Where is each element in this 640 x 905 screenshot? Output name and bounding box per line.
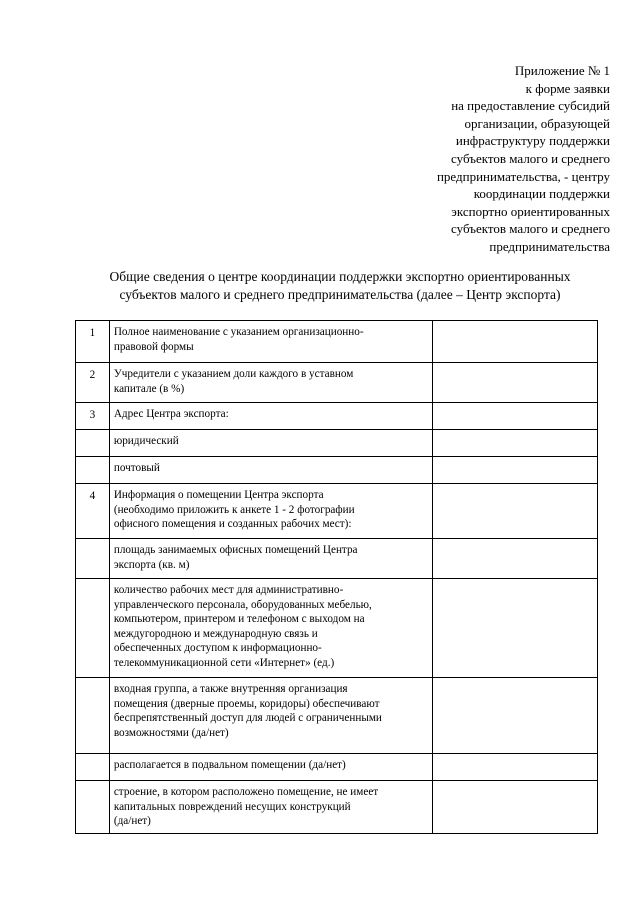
row-description-line: капитале (в %)	[113, 382, 185, 395]
row-value-field[interactable]	[432, 678, 597, 754]
table-row	[76, 430, 598, 457]
row-number: 3	[76, 403, 110, 430]
row-description	[109, 363, 432, 403]
row-description-line: правовой формы	[113, 340, 194, 353]
row-description	[109, 484, 432, 539]
row-value-field[interactable]	[432, 754, 597, 781]
row-number	[76, 754, 110, 781]
row-description-line: беспрепятственный доступ для людей с ограниченными	[113, 712, 382, 725]
document-title-line: Общие сведения о центре координации поддержки экспортно ориентированных	[109, 269, 571, 284]
table-row	[76, 579, 598, 678]
row-value-field[interactable]	[432, 403, 597, 430]
row-description-line: телекоммуникационной сети «Интернет» (ед.)	[113, 656, 335, 669]
row-description-line: располагается в подвальном помещении (да/нет)	[113, 759, 346, 771]
row-description-line: строение, в котором расположено помещение, не имеет	[113, 786, 379, 798]
row-description-line: (да/нет)	[113, 815, 151, 828]
row-description-line: Полное наименование с указанием организационно-	[113, 326, 364, 338]
table-row	[76, 321, 598, 363]
document-title	[60, 268, 620, 304]
row-description-line: почтовый	[113, 462, 160, 474]
row-number	[76, 678, 110, 754]
row-number	[76, 579, 110, 678]
table-row	[76, 403, 598, 430]
row-number	[76, 781, 110, 834]
row-value-field[interactable]	[432, 321, 597, 363]
row-number: 1	[76, 321, 110, 363]
table-row	[76, 363, 598, 403]
row-description	[109, 321, 432, 363]
row-description-line: (необходимо приложить к анкете 1 - 2 фотографии	[113, 503, 355, 516]
row-description	[109, 430, 432, 457]
row-value-field[interactable]	[432, 484, 597, 539]
row-description-line: экспорта (кв. м)	[113, 558, 190, 571]
table-row	[76, 539, 598, 579]
row-value-field[interactable]	[432, 430, 597, 457]
row-value-field[interactable]	[432, 579, 597, 678]
appendix-line: экспортно ориентированных	[451, 203, 610, 219]
appendix-line: субъектов малого и среднего	[451, 221, 610, 237]
appendix-line: координации поддержки	[473, 186, 610, 202]
row-description	[109, 678, 432, 754]
row-description-line: возможностями (да/нет)	[113, 726, 229, 739]
row-description-line: капитальных повреждений несущих конструкций	[113, 800, 351, 813]
row-number: 4	[76, 484, 110, 539]
row-description	[109, 754, 432, 781]
table-row	[76, 484, 598, 539]
row-description-line: входная группа, а также внутренняя организация	[113, 683, 348, 695]
table-row	[76, 457, 598, 484]
appendix-line: на предоставление субсидий	[451, 98, 610, 114]
row-description-line: площадь занимаемых офисных помещений Центра	[113, 544, 358, 556]
row-number	[76, 430, 110, 457]
row-description-line: помещения (дверные проемы, коридоры) обеспечивают	[113, 697, 380, 710]
row-value-field[interactable]	[432, 363, 597, 403]
appendix-line: организации, образующей	[464, 115, 610, 131]
info-table-body	[76, 321, 598, 834]
row-description-line: обеспеченных доступом к информационно-	[113, 642, 322, 655]
document-title-line: субъектов малого и среднего предпринимательства (далее – Центр экспорта)	[119, 287, 561, 302]
appendix-line: предпринимательства, - центру	[436, 168, 610, 184]
info-table	[75, 320, 598, 834]
appendix-line: к форме заявки	[525, 80, 610, 96]
row-description-line: офисного помещения и созданных рабочих мест):	[113, 518, 352, 531]
row-number	[76, 457, 110, 484]
row-description-line: компьютером, принтером и телефоном с выходом на	[113, 613, 365, 626]
table-row	[76, 754, 598, 781]
appendix-line: предпринимательства	[489, 238, 610, 254]
row-number: 2	[76, 363, 110, 403]
row-description-line: юридический	[113, 435, 179, 447]
row-description	[109, 579, 432, 678]
row-description	[109, 403, 432, 430]
appendix-line: Приложение № 1	[514, 63, 610, 78]
table-row	[76, 781, 598, 834]
row-number	[76, 539, 110, 579]
row-description-line: междугородною и международную связь и	[113, 627, 318, 640]
appendix-line: субъектов малого и среднего	[451, 150, 610, 166]
row-description-line: Учредители с указанием доли каждого в уставном	[113, 368, 354, 380]
row-value-field[interactable]	[432, 457, 597, 484]
appendix-line: инфраструктуру поддержки	[455, 133, 610, 149]
row-description	[109, 781, 432, 834]
row-description-line: Информация о помещении Центра экспорта	[113, 489, 324, 501]
row-value-field[interactable]	[432, 781, 597, 834]
row-description-line: управленческого персонала, оборудованных мебелью,	[113, 598, 372, 611]
row-description-line: количество рабочих мест для административно-	[113, 584, 344, 596]
row-value-field[interactable]	[432, 539, 597, 579]
row-description	[109, 457, 432, 484]
table-row	[76, 678, 598, 754]
row-description	[109, 539, 432, 579]
row-description-line: Адрес Центра экспорта:	[113, 408, 229, 420]
appendix-header	[350, 62, 610, 256]
